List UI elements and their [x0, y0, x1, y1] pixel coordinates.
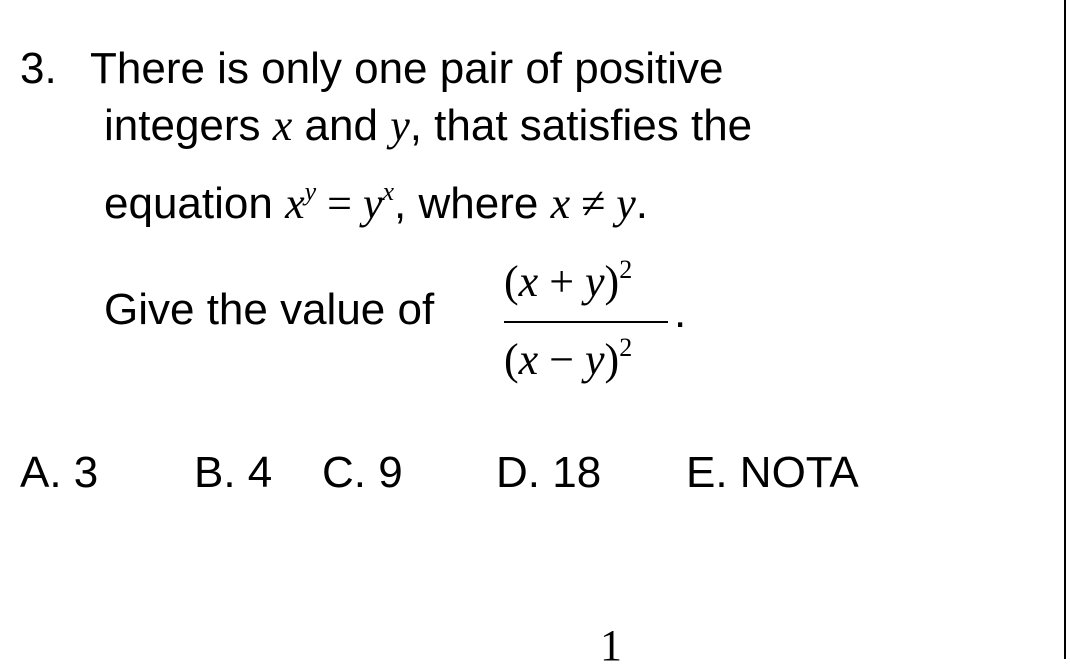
variable-y: y	[390, 101, 410, 150]
equation: $x^y = y^x$	[285, 177, 395, 228]
inequality: x ≠ y	[550, 179, 636, 228]
line3-prefix: equation	[104, 179, 273, 228]
give-value-label: Give the value of	[104, 285, 435, 334]
line3-where: , where	[394, 179, 539, 228]
fraction-period: .	[674, 288, 687, 337]
choice-d: D. 18	[496, 448, 602, 497]
choice-e: E. NOTA	[686, 448, 859, 497]
slide-right-border	[1064, 0, 1066, 659]
question-number: 3.	[20, 44, 57, 93]
fraction-bar	[504, 321, 668, 323]
question-line-2	[104, 101, 753, 150]
question-line-3	[104, 177, 649, 228]
line2-prefix: integers	[104, 101, 261, 150]
fraction-denominator: $(x - y)^2$	[504, 333, 633, 384]
choice-a: A. 3	[20, 448, 99, 497]
choice-b: B. 4	[194, 448, 273, 497]
fraction-numerator: $(x + y)^2$	[504, 255, 633, 306]
choice-c: C. 9	[322, 448, 403, 497]
line2-suffix: , that satisfies the	[409, 101, 753, 150]
fraction-expression	[504, 250, 664, 390]
next-question-fraction-numerator: 1	[600, 621, 622, 670]
line3-end: .	[635, 179, 649, 228]
variable-x: x	[272, 101, 293, 150]
question-line-1: There is only one pair of positive	[90, 44, 724, 93]
line2-and: and	[304, 101, 378, 150]
